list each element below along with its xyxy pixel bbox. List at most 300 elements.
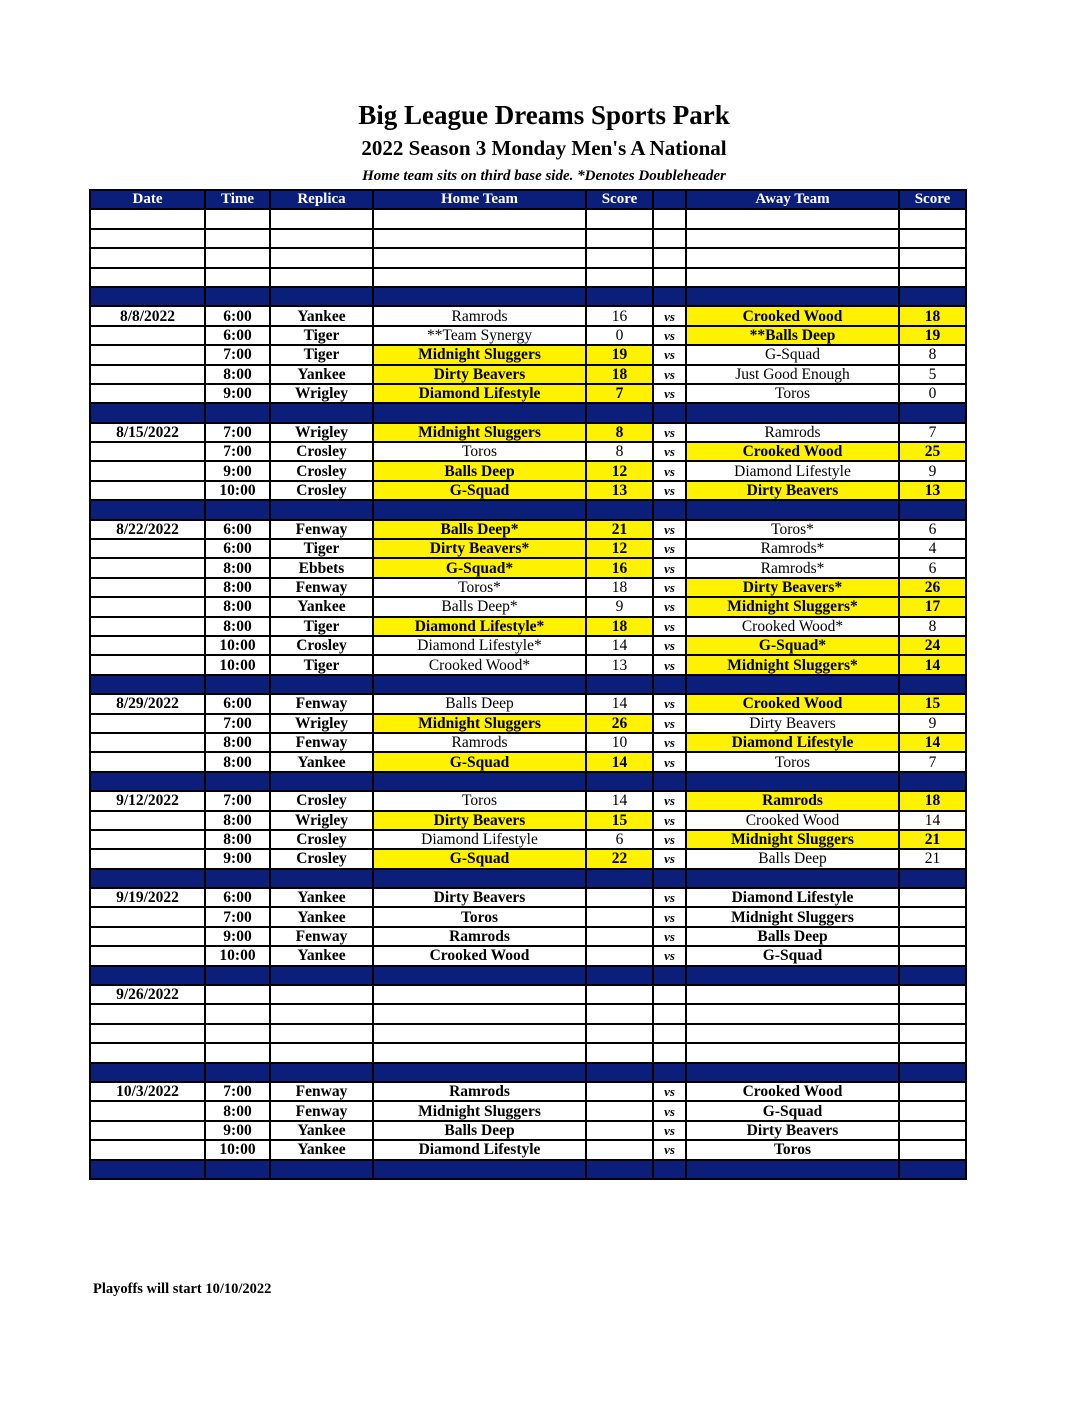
- away-team-cell: Just Good Enough: [686, 365, 899, 384]
- game-row: [90, 461, 966, 480]
- column-header-replica: Replica: [270, 190, 373, 209]
- home-score-cell: 26: [586, 714, 653, 733]
- vs-cell: [653, 1063, 686, 1082]
- away-score-cell: [899, 888, 966, 907]
- separator-row: [90, 966, 966, 985]
- home-team-cell: [373, 772, 586, 791]
- replica-cell: Yankee: [270, 1121, 373, 1140]
- time-cell: 8:00: [205, 733, 270, 752]
- replica-cell: [270, 985, 373, 1004]
- home-team-cell: Toros: [373, 442, 586, 461]
- time-cell: 10:00: [205, 481, 270, 500]
- time-cell: 7:00: [205, 907, 270, 926]
- vs-cell: vs: [653, 714, 686, 733]
- away-score-cell: [899, 1082, 966, 1101]
- vs-cell: vs: [653, 442, 686, 461]
- replica-cell: Crosley: [270, 461, 373, 480]
- game-row: [90, 481, 966, 500]
- separator-row: [90, 403, 966, 422]
- home-team-cell: [373, 248, 586, 267]
- vs-cell: vs: [653, 306, 686, 325]
- time-cell: [205, 985, 270, 1004]
- replica-cell: [270, 1024, 373, 1043]
- game-row: [90, 888, 966, 907]
- schedule-table: [89, 189, 967, 1180]
- home-team-cell: [373, 869, 586, 888]
- time-cell: [205, 1043, 270, 1062]
- replica-cell: Tiger: [270, 655, 373, 674]
- separator-row: [90, 675, 966, 694]
- vs-cell: vs: [653, 461, 686, 480]
- home-team-cell: Diamond Lifestyle: [373, 830, 586, 849]
- away-team-cell: [686, 1160, 899, 1179]
- vs-cell: [653, 229, 686, 248]
- away-score-cell: [899, 1140, 966, 1159]
- away-team-cell: [686, 1024, 899, 1043]
- game-row: [90, 617, 966, 636]
- column-header-time: Time: [205, 190, 270, 209]
- vs-cell: [653, 772, 686, 791]
- game-row: [90, 578, 966, 597]
- replica-cell: [270, 772, 373, 791]
- home-team-cell: Diamond Lifestyle*: [373, 617, 586, 636]
- replica-cell: Crosley: [270, 636, 373, 655]
- date-cell: [90, 1121, 205, 1140]
- away-team-cell: Dirty Beavers: [686, 714, 899, 733]
- home-team-cell: Dirty Beavers*: [373, 539, 586, 558]
- vs-cell: [653, 500, 686, 519]
- replica-cell: Fenway: [270, 1101, 373, 1120]
- home-team-cell: [373, 675, 586, 694]
- replica-cell: Fenway: [270, 733, 373, 752]
- away-score-cell: 7: [899, 423, 966, 442]
- home-team-cell: Crooked Wood*: [373, 655, 586, 674]
- home-score-cell: [586, 966, 653, 985]
- vs-cell: [653, 403, 686, 422]
- column-header-away-team: Away Team: [686, 190, 899, 209]
- home-team-cell: **Team Synergy: [373, 326, 586, 345]
- away-team-cell: Ramrods: [686, 791, 899, 810]
- vs-cell: [653, 209, 686, 228]
- away-score-cell: 19: [899, 326, 966, 345]
- vs-cell: [653, 1160, 686, 1179]
- time-cell: [205, 1004, 270, 1023]
- replica-cell: Fenway: [270, 927, 373, 946]
- time-cell: [205, 268, 270, 287]
- game-row: [90, 1121, 966, 1140]
- away-team-cell: Crooked Wood: [686, 811, 899, 830]
- home-score-cell: 12: [586, 539, 653, 558]
- date-cell: [90, 442, 205, 461]
- game-row: [90, 384, 966, 403]
- replica-cell: Wrigley: [270, 714, 373, 733]
- vs-cell: vs: [653, 617, 686, 636]
- date-cell: [90, 461, 205, 480]
- vs-cell: vs: [653, 927, 686, 946]
- time-cell: 8:00: [205, 811, 270, 830]
- away-score-cell: [899, 1004, 966, 1023]
- home-score-cell: 10: [586, 733, 653, 752]
- date-cell: [90, 946, 205, 965]
- replica-cell: Tiger: [270, 326, 373, 345]
- game-row: [90, 365, 966, 384]
- home-score-cell: [586, 1043, 653, 1062]
- home-team-cell: Balls Deep*: [373, 597, 586, 616]
- home-score-cell: 12: [586, 461, 653, 480]
- away-score-cell: [899, 1101, 966, 1120]
- home-team-cell: Toros: [373, 791, 586, 810]
- home-team-cell: [373, 1004, 586, 1023]
- time-cell: 8:00: [205, 1101, 270, 1120]
- vs-cell: [653, 1004, 686, 1023]
- away-score-cell: [899, 1043, 966, 1062]
- game-row: [90, 558, 966, 577]
- date-cell: [90, 326, 205, 345]
- replica-cell: Yankee: [270, 752, 373, 771]
- home-score-cell: [586, 1004, 653, 1023]
- home-team-cell: Midnight Sluggers: [373, 1101, 586, 1120]
- home-score-cell: 18: [586, 617, 653, 636]
- date-cell: [90, 811, 205, 830]
- home-score-cell: 13: [586, 481, 653, 500]
- home-team-cell: G-Squad: [373, 752, 586, 771]
- game-row: [90, 326, 966, 345]
- home-team-cell: Ramrods: [373, 733, 586, 752]
- home-team-cell: Midnight Sluggers: [373, 345, 586, 364]
- home-team-cell: Midnight Sluggers: [373, 423, 586, 442]
- home-score-cell: 14: [586, 791, 653, 810]
- date-cell: [90, 365, 205, 384]
- home-score-cell: [586, 888, 653, 907]
- game-row: [90, 791, 966, 810]
- game-row: [90, 694, 966, 713]
- home-score-cell: [586, 1121, 653, 1140]
- time-cell: [205, 229, 270, 248]
- home-score-cell: 14: [586, 636, 653, 655]
- date-cell: [90, 1004, 205, 1023]
- date-cell: [90, 229, 205, 248]
- replica-cell: [270, 500, 373, 519]
- home-team-cell: [373, 268, 586, 287]
- time-cell: 10:00: [205, 655, 270, 674]
- time-cell: 7:00: [205, 714, 270, 733]
- time-cell: 8:00: [205, 578, 270, 597]
- away-score-cell: 8: [899, 617, 966, 636]
- away-score-cell: [899, 927, 966, 946]
- time-cell: 8:00: [205, 752, 270, 771]
- away-score-cell: [899, 500, 966, 519]
- date-cell: [90, 1160, 205, 1179]
- replica-cell: Fenway: [270, 694, 373, 713]
- away-score-cell: 15: [899, 694, 966, 713]
- away-score-cell: [899, 869, 966, 888]
- date-cell: [90, 1063, 205, 1082]
- empty-row: [90, 268, 966, 287]
- game-row: [90, 907, 966, 926]
- date-cell: [90, 558, 205, 577]
- home-team-cell: G-Squad: [373, 481, 586, 500]
- date-cell: [90, 481, 205, 500]
- away-score-cell: [899, 985, 966, 1004]
- away-team-cell: Ramrods*: [686, 539, 899, 558]
- away-team-cell: G-Squad: [686, 345, 899, 364]
- away-score-cell: [899, 1160, 966, 1179]
- vs-cell: vs: [653, 830, 686, 849]
- game-row: [90, 597, 966, 616]
- column-header-home-team: Home Team: [373, 190, 586, 209]
- home-team-cell: Balls Deep: [373, 1121, 586, 1140]
- home-team-cell: [373, 500, 586, 519]
- replica-cell: [270, 1043, 373, 1062]
- away-team-cell: [686, 1043, 899, 1062]
- home-score-cell: 13: [586, 655, 653, 674]
- date-cell: [90, 209, 205, 228]
- away-score-cell: [899, 1063, 966, 1082]
- date-cell: [90, 578, 205, 597]
- home-team-cell: Midnight Sluggers: [373, 714, 586, 733]
- away-score-cell: 18: [899, 791, 966, 810]
- date-cell: 9/26/2022: [90, 985, 205, 1004]
- home-score-cell: [586, 1024, 653, 1043]
- replica-cell: [270, 229, 373, 248]
- replica-cell: [270, 287, 373, 306]
- replica-cell: Fenway: [270, 1082, 373, 1101]
- game-row: [90, 1101, 966, 1120]
- away-team-cell: Toros*: [686, 520, 899, 539]
- away-score-cell: [899, 1121, 966, 1140]
- away-team-cell: [686, 772, 899, 791]
- away-score-cell: [899, 772, 966, 791]
- column-header-vs: [653, 190, 686, 209]
- date-cell: [90, 539, 205, 558]
- time-cell: 10:00: [205, 1140, 270, 1159]
- vs-cell: vs: [653, 558, 686, 577]
- vs-cell: vs: [653, 597, 686, 616]
- home-score-cell: 18: [586, 578, 653, 597]
- separator-row: [90, 869, 966, 888]
- replica-cell: [270, 1160, 373, 1179]
- date-cell: [90, 675, 205, 694]
- date-cell: 10/3/2022: [90, 1082, 205, 1101]
- time-cell: 9:00: [205, 384, 270, 403]
- game-row: [90, 946, 966, 965]
- vs-cell: vs: [653, 365, 686, 384]
- column-header-date: Date: [90, 190, 205, 209]
- home-score-cell: [586, 675, 653, 694]
- date-cell: [90, 617, 205, 636]
- home-team-cell: Balls Deep*: [373, 520, 586, 539]
- replica-cell: Yankee: [270, 888, 373, 907]
- away-score-cell: [899, 287, 966, 306]
- home-team-cell: [373, 1024, 586, 1043]
- away-team-cell: Toros: [686, 384, 899, 403]
- replica-cell: Crosley: [270, 849, 373, 868]
- time-cell: 9:00: [205, 1121, 270, 1140]
- home-score-cell: 21: [586, 520, 653, 539]
- home-team-cell: [373, 229, 586, 248]
- away-score-cell: [899, 907, 966, 926]
- vs-cell: vs: [653, 578, 686, 597]
- schedule-body: [90, 209, 966, 1179]
- vs-cell: vs: [653, 946, 686, 965]
- game-row: [90, 442, 966, 461]
- replica-cell: Tiger: [270, 617, 373, 636]
- game-row: [90, 927, 966, 946]
- home-team-cell: [373, 1063, 586, 1082]
- time-cell: [205, 403, 270, 422]
- page-title: Big League Dreams Sports Park: [358, 100, 730, 130]
- home-team-cell: [373, 287, 586, 306]
- time-cell: [205, 287, 270, 306]
- date-cell: 8/8/2022: [90, 306, 205, 325]
- home-score-cell: [586, 403, 653, 422]
- away-team-cell: [686, 675, 899, 694]
- date-cell: [90, 248, 205, 267]
- home-score-cell: 16: [586, 306, 653, 325]
- home-score-cell: [586, 946, 653, 965]
- home-score-cell: [586, 985, 653, 1004]
- replica-cell: [270, 403, 373, 422]
- away-score-cell: 21: [899, 849, 966, 868]
- time-cell: 7:00: [205, 423, 270, 442]
- replica-cell: Crosley: [270, 791, 373, 810]
- away-score-cell: 0: [899, 384, 966, 403]
- home-team-cell: Toros: [373, 907, 586, 926]
- away-team-cell: Midnight Sluggers*: [686, 655, 899, 674]
- home-score-cell: [586, 1063, 653, 1082]
- page-subtitle: 2022 Season 3 Monday Men's A National: [361, 136, 727, 160]
- replica-cell: Wrigley: [270, 423, 373, 442]
- replica-cell: Ebbets: [270, 558, 373, 577]
- home-team-cell: Diamond Lifestyle*: [373, 636, 586, 655]
- date-cell: [90, 384, 205, 403]
- home-score-cell: 8: [586, 423, 653, 442]
- empty-row: [90, 229, 966, 248]
- vs-cell: vs: [653, 384, 686, 403]
- time-cell: 6:00: [205, 888, 270, 907]
- replica-cell: Yankee: [270, 907, 373, 926]
- away-team-cell: Diamond Lifestyle: [686, 733, 899, 752]
- replica-cell: [270, 966, 373, 985]
- home-team-cell: [373, 1043, 586, 1062]
- home-score-cell: 9: [586, 597, 653, 616]
- game-row: [90, 636, 966, 655]
- vs-cell: [653, 966, 686, 985]
- away-score-cell: 21: [899, 830, 966, 849]
- home-team-cell: Crooked Wood: [373, 946, 586, 965]
- away-score-cell: [899, 966, 966, 985]
- game-row: [90, 733, 966, 752]
- away-score-cell: 9: [899, 714, 966, 733]
- home-team-cell: Ramrods: [373, 1082, 586, 1101]
- replica-cell: [270, 675, 373, 694]
- game-row: [90, 345, 966, 364]
- home-team-cell: [373, 403, 586, 422]
- vs-cell: vs: [653, 539, 686, 558]
- vs-cell: [653, 675, 686, 694]
- replica-cell: [270, 1063, 373, 1082]
- away-score-cell: [899, 209, 966, 228]
- home-score-cell: [586, 1082, 653, 1101]
- date-cell: [90, 345, 205, 364]
- away-score-cell: 24: [899, 636, 966, 655]
- away-score-cell: 26: [899, 578, 966, 597]
- home-score-cell: [586, 287, 653, 306]
- away-team-cell: [686, 869, 899, 888]
- away-score-cell: 14: [899, 811, 966, 830]
- away-team-cell: Balls Deep: [686, 849, 899, 868]
- time-cell: 9:00: [205, 461, 270, 480]
- away-score-cell: [899, 403, 966, 422]
- date-cell: [90, 1101, 205, 1120]
- away-team-cell: **Balls Deep: [686, 326, 899, 345]
- replica-cell: Fenway: [270, 520, 373, 539]
- vs-cell: vs: [653, 888, 686, 907]
- away-team-cell: Diamond Lifestyle: [686, 461, 899, 480]
- vs-cell: [653, 287, 686, 306]
- home-score-cell: [586, 500, 653, 519]
- separator-row: [90, 772, 966, 791]
- away-score-cell: 13: [899, 481, 966, 500]
- time-cell: 8:00: [205, 617, 270, 636]
- away-team-cell: G-Squad: [686, 946, 899, 965]
- time-cell: [205, 248, 270, 267]
- separator-row: [90, 287, 966, 306]
- home-score-cell: 8: [586, 442, 653, 461]
- time-cell: [205, 500, 270, 519]
- home-score-cell: [586, 1140, 653, 1159]
- home-score-cell: 6: [586, 830, 653, 849]
- vs-cell: vs: [653, 1082, 686, 1101]
- date-cell: [90, 1043, 205, 1062]
- game-row: [90, 520, 966, 539]
- home-score-cell: 0: [586, 326, 653, 345]
- replica-cell: Crosley: [270, 481, 373, 500]
- home-team-cell: [373, 1160, 586, 1179]
- home-score-cell: [586, 1160, 653, 1179]
- time-cell: [205, 1024, 270, 1043]
- date-cell: [90, 268, 205, 287]
- away-score-cell: 4: [899, 539, 966, 558]
- time-cell: 7:00: [205, 442, 270, 461]
- vs-cell: [653, 1024, 686, 1043]
- time-cell: 7:00: [205, 791, 270, 810]
- home-team-cell: G-Squad: [373, 849, 586, 868]
- date-cell: 8/29/2022: [90, 694, 205, 713]
- game-row: [90, 811, 966, 830]
- away-score-cell: 14: [899, 733, 966, 752]
- date-cell: [90, 907, 205, 926]
- empty-row: [90, 248, 966, 267]
- replica-cell: Wrigley: [270, 811, 373, 830]
- game-row: [90, 714, 966, 733]
- replica-cell: Yankee: [270, 946, 373, 965]
- away-team-cell: Midnight Sluggers: [686, 830, 899, 849]
- time-cell: 10:00: [205, 946, 270, 965]
- time-cell: 6:00: [205, 520, 270, 539]
- away-team-cell: [686, 1004, 899, 1023]
- home-team-cell: Diamond Lifestyle: [373, 384, 586, 403]
- home-score-cell: 18: [586, 365, 653, 384]
- away-team-cell: [686, 500, 899, 519]
- time-cell: 8:00: [205, 597, 270, 616]
- date-cell: [90, 849, 205, 868]
- separator-row: [90, 1063, 966, 1082]
- away-score-cell: 6: [899, 558, 966, 577]
- away-team-cell: Midnight Sluggers*: [686, 597, 899, 616]
- date-cell: [90, 927, 205, 946]
- replica-cell: Yankee: [270, 365, 373, 384]
